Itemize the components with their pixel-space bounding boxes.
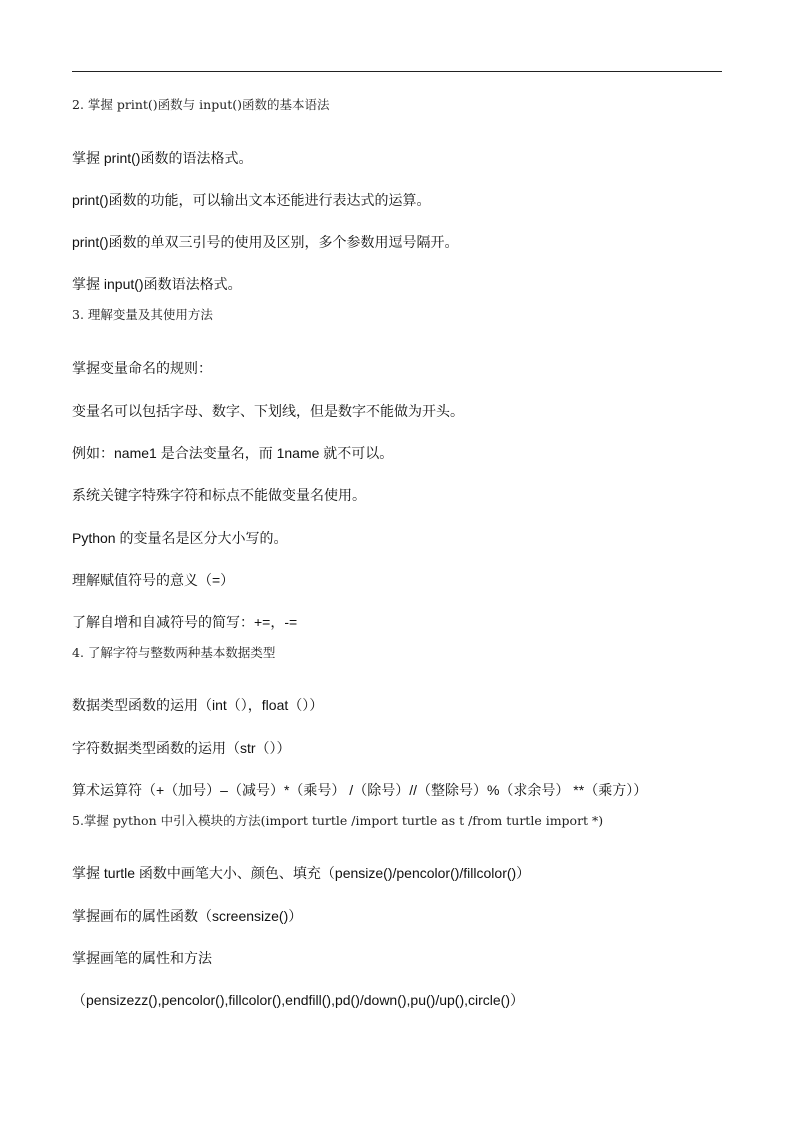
section-4-line-1: 数据类型函数的运用（int（），float（）） — [72, 697, 324, 713]
section-3-line-1: 掌握变量命名的规则： — [72, 360, 212, 376]
section-heading-4: 4. 了解字符与整数两种基本数据类型 — [72, 645, 276, 660]
section-4-line-2: 字符数据类型函数的运用（str（）） — [72, 740, 291, 756]
section-2-line-2: print()函数的功能，可以输出文本还能进行表达式的运算。 — [72, 192, 431, 208]
section-5-line-1: 掌握 turtle 函数中画笔大小、颜色、填充（pensize()/pencolor()/fillcolor()） — [72, 865, 531, 881]
header-rule — [72, 71, 722, 72]
section-2-line-3: print()函数的单双三引号的使用及区别，多个参数用逗号隔开。 — [72, 234, 459, 250]
section-2-line-4: 掌握 input()函数语法格式。 — [72, 276, 242, 292]
section-4-line-3: 算术运算符（+（加号）–（减号）*（乘号） /（除号）//（整除号）%（求余号） **（乘方）） — [72, 782, 648, 798]
section-3-line-7: 了解自增和自减符号的简写：+=，-= — [72, 614, 298, 630]
section-heading-3: 3. 理解变量及其使用方法 — [72, 307, 213, 322]
section-3-line-6: 理解赋值符号的意义（=） — [72, 572, 235, 588]
section-3-line-2: 变量名可以包括字母、数字、下划线，但是数字不能做为开头。 — [72, 403, 464, 419]
section-5-line-3: 掌握画笔的属性和方法 — [72, 950, 212, 966]
section-3-line-4: 系统关键字特殊字符和标点不能做变量名使用。 — [72, 487, 366, 503]
section-5-line-2: 掌握画布的属性函数（screensize()） — [72, 908, 303, 924]
section-2-line-1: 掌握 print()函数的语法格式。 — [72, 150, 253, 166]
section-3-line-3: 例如：name1 是合法变量名，而 1name 就不可以。 — [72, 445, 394, 461]
section-3-line-5: Python 的变量名是区分大小写的。 — [72, 530, 288, 546]
section-heading-2: 2. 掌握 print()函数与 input()函数的基本语法 — [72, 97, 330, 112]
section-heading-5: 5.掌握 python 中引入模块的方法(import turtle /import turtle as t /from turtle import *) — [72, 813, 604, 828]
section-5-line-4: （pensizezz(),pencolor(),fillcolor(),endfill(),pd()/down(),pu()/up(),circle()） — [72, 992, 524, 1008]
